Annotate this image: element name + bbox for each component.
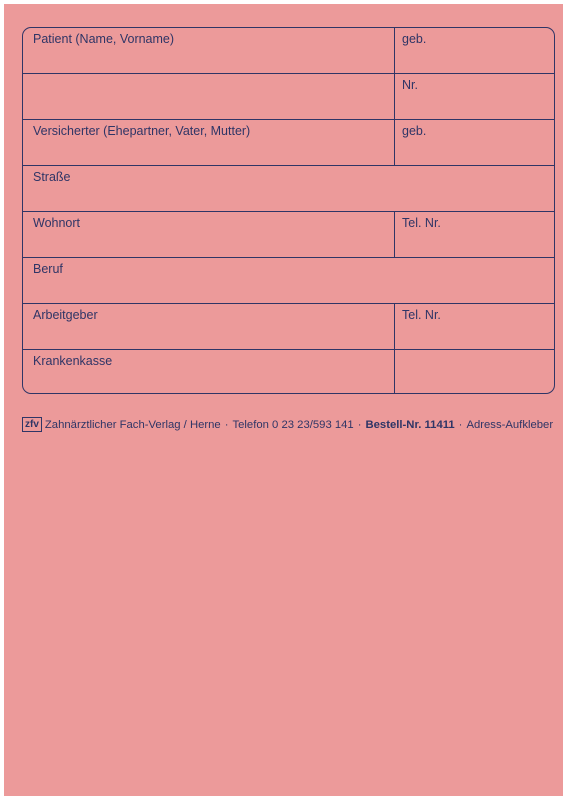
separator-dot: ·: [224, 418, 229, 431]
form-row-insured: [23, 120, 554, 166]
health-insurance-extra-field[interactable]: [394, 350, 554, 394]
patient-birthdate-label: geb.: [402, 32, 427, 46]
address-form: [22, 27, 555, 394]
insured-person-label: Versicherter (Ehepartner, Vater, Mutter): [33, 124, 251, 138]
form-row-street: [23, 166, 554, 212]
occupation-label: Beruf: [33, 262, 63, 276]
form-row-occupation: [23, 258, 554, 304]
residence-label: Wohnort: [33, 216, 81, 230]
product-name: Adress-Aufkleber: [466, 418, 554, 431]
phone-field[interactable]: [394, 212, 554, 257]
insured-birthdate-field[interactable]: [394, 120, 554, 165]
zfv-logo: zfv: [22, 417, 42, 432]
publisher-footer: [22, 417, 553, 432]
form-row-patient-continued: [23, 74, 554, 120]
publisher-phone: Telefon 0 23 23/593 141: [232, 418, 354, 431]
separator-dot: ·: [458, 418, 463, 431]
phone-label: Tel. Nr.: [402, 216, 441, 230]
form-row-patient: [23, 28, 554, 74]
separator-dot: ·: [357, 418, 362, 431]
insured-birthdate-label: geb.: [402, 124, 427, 138]
employer-phone-label: Tel. Nr.: [402, 308, 441, 322]
publisher-name: Zahnärztlicher Fach-Verlag / Herne: [44, 418, 221, 431]
employer-phone-field[interactable]: [394, 304, 554, 349]
order-number: Bestell-Nr. 11411: [365, 418, 455, 431]
number-label: Nr.: [402, 78, 418, 92]
employer-label: Arbeitgeber: [33, 308, 98, 322]
health-insurance-label: Krankenkasse: [33, 354, 113, 368]
patient-name-label: Patient (Name, Vorname): [33, 32, 175, 46]
form-card: [4, 4, 563, 796]
form-row-insurance: [23, 350, 554, 394]
street-field[interactable]: [23, 166, 554, 211]
number-field[interactable]: [394, 74, 554, 119]
form-row-employer: [23, 304, 554, 350]
street-label: Straße: [33, 170, 71, 184]
form-row-residence: [23, 212, 554, 258]
patient-birthdate-field[interactable]: [394, 28, 554, 73]
occupation-field[interactable]: [23, 258, 554, 303]
